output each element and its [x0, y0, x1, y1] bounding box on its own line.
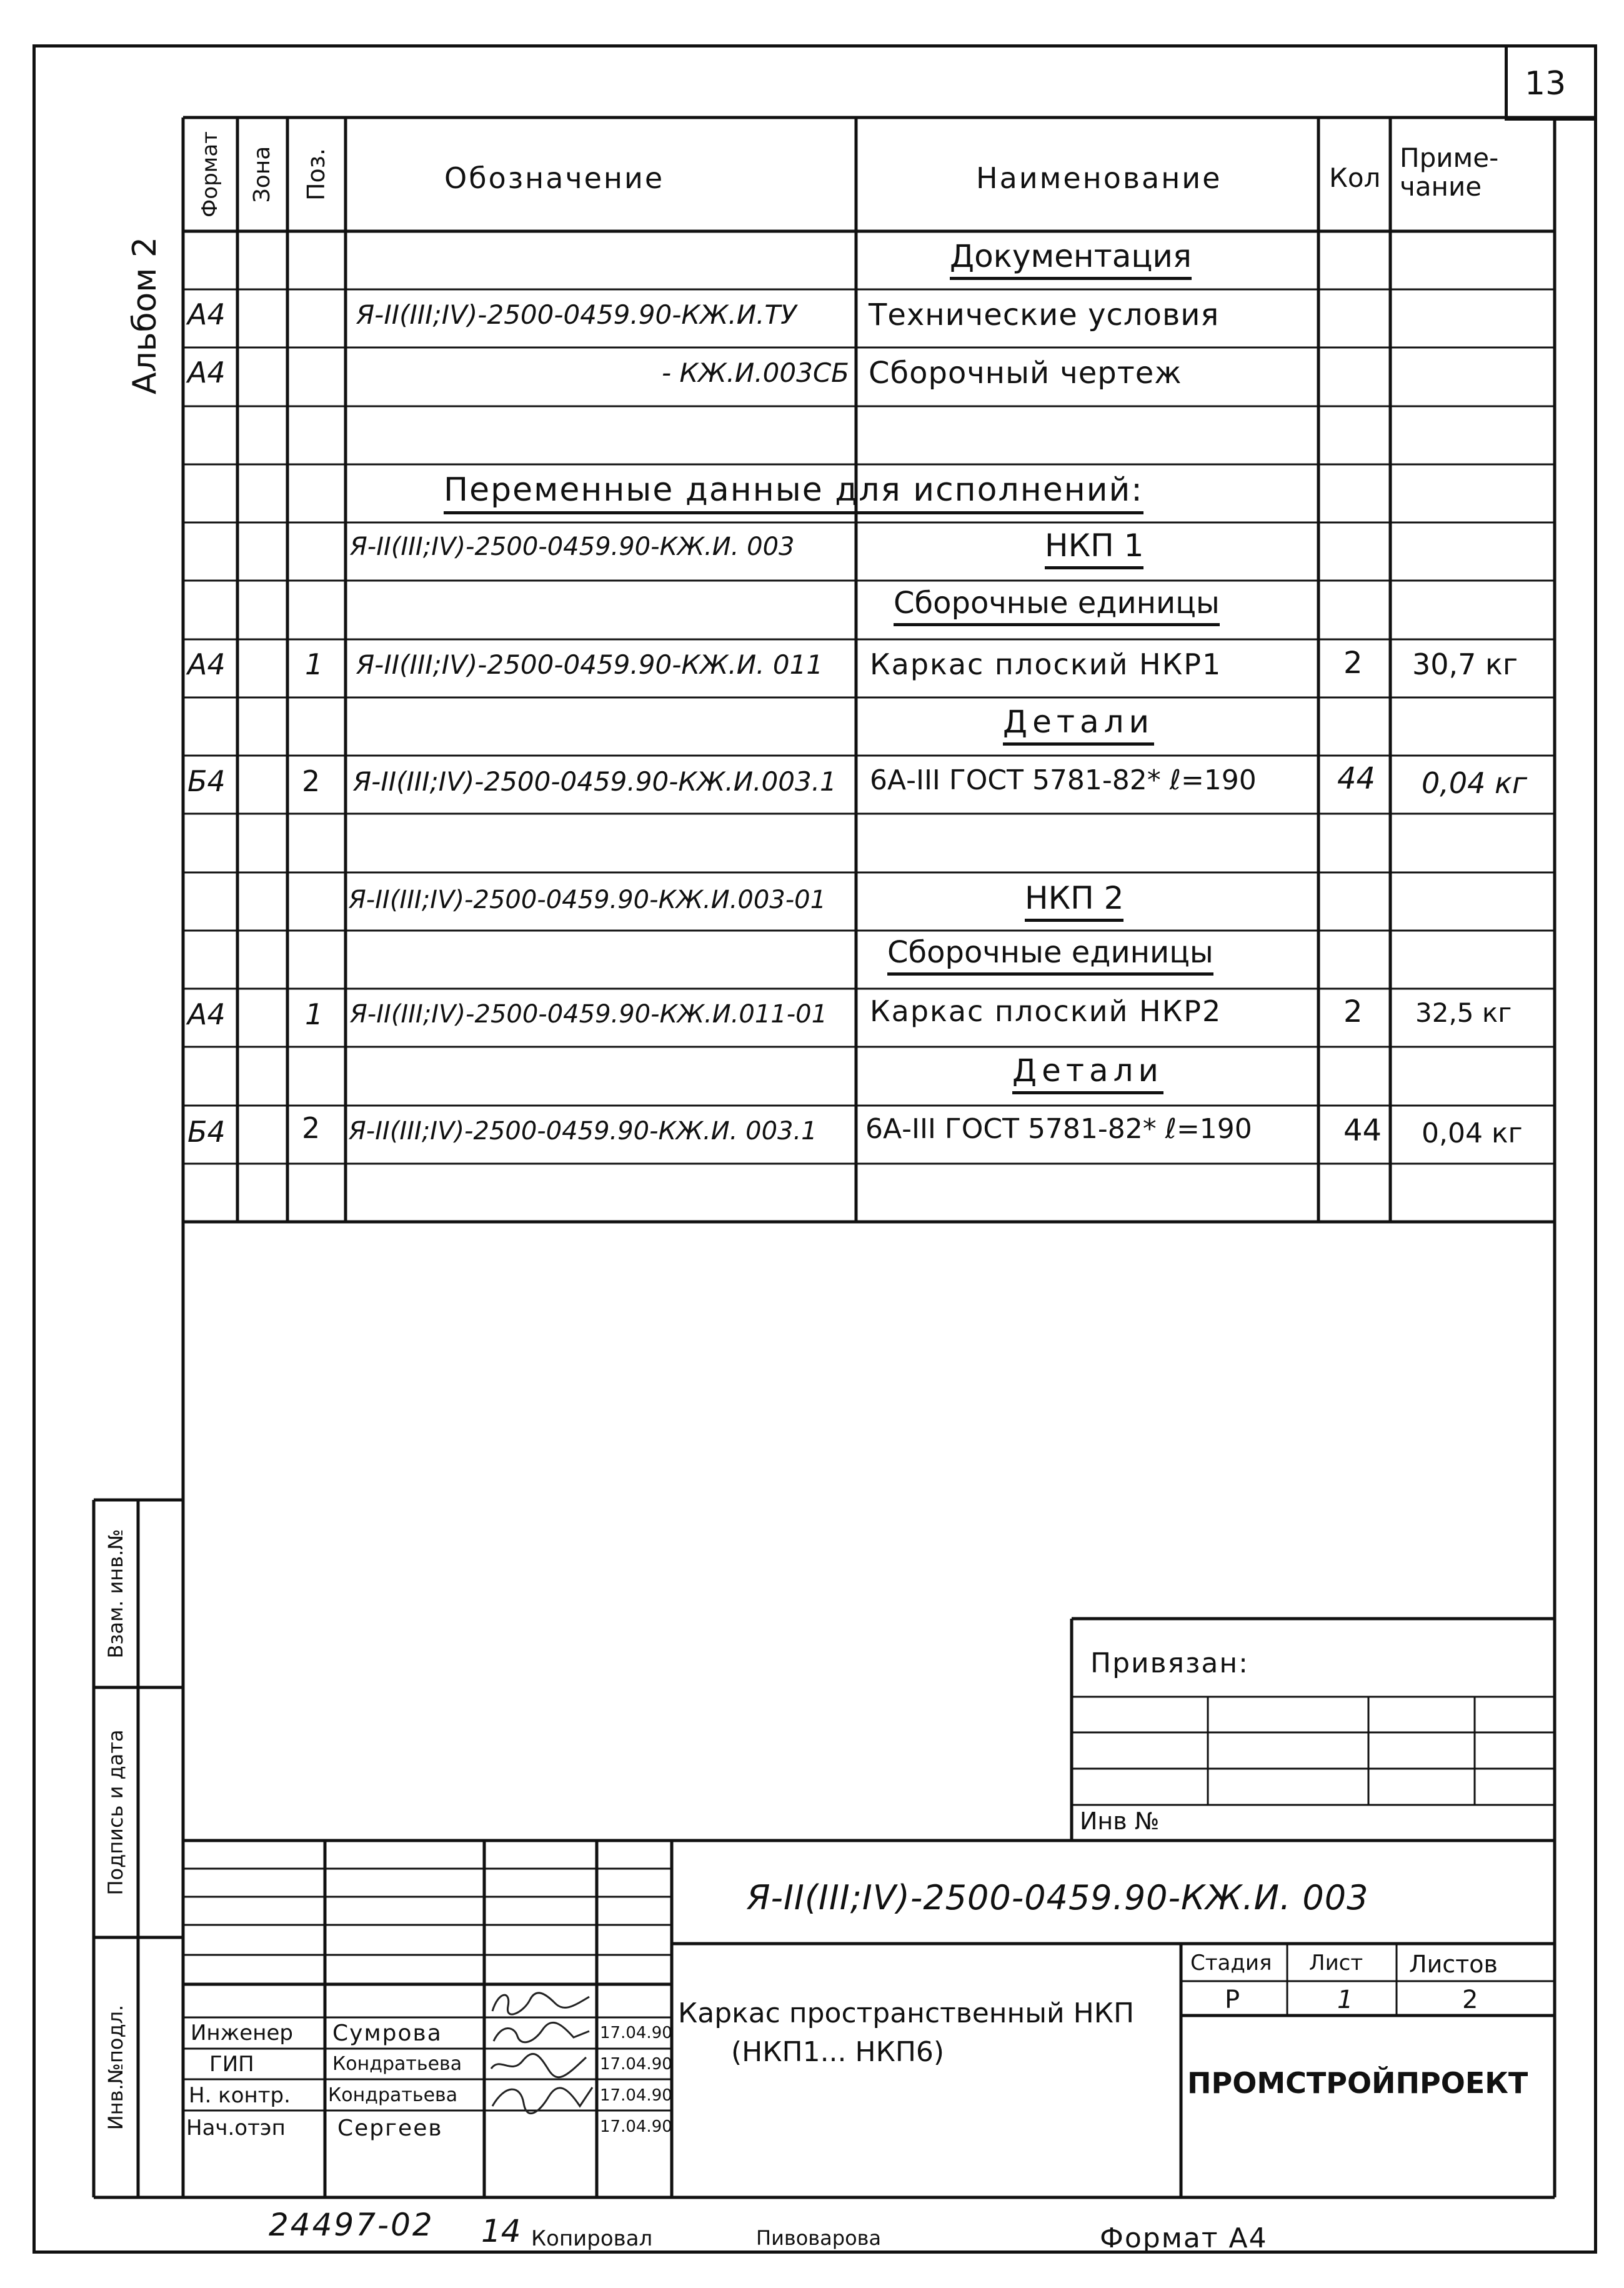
row-designation: Я-II(III;IV)-2500-0459.90-КЖ.И.003.1: [353, 766, 837, 797]
header-pos: Поз.: [302, 147, 330, 201]
row-designation: Я-II(III;IV)-2500-0459.90-КЖ.И.003-01: [349, 886, 827, 914]
staff-date: 17.04.90: [600, 2086, 672, 2105]
row-name: Сборочный чертеж: [869, 356, 1182, 391]
row-qty: 2: [1343, 994, 1363, 1029]
row-note: 0,04 кг: [1422, 1117, 1523, 1149]
header-note: Приме- чание: [1400, 142, 1499, 202]
row-designation: - КЖ.И.003СБ: [662, 357, 849, 388]
row-name-text: Детали: [1012, 1052, 1163, 1094]
row-format: Б4: [187, 1115, 226, 1149]
row-name: Каркас плоский НКР1: [870, 647, 1222, 681]
header-qty: Кол: [1329, 162, 1381, 193]
row-name-text: Сборочные единицы: [887, 935, 1213, 976]
variable-data-heading-text: Переменные данные для исполнений:: [444, 471, 1143, 514]
staff-role: Нач.отэп: [186, 2116, 286, 2141]
staff-date: 17.04.90: [600, 2055, 672, 2074]
row-designation: Я-II(III;IV)-2500-0459.90-КЖ.И. 003: [350, 532, 795, 561]
format-label: Формат А4: [1100, 2222, 1268, 2254]
product-name-line1: Каркас пространственный НКП: [678, 1997, 1135, 2029]
section-underline: Документация: [950, 238, 1192, 280]
staff-name: Сумрова: [332, 2021, 442, 2046]
sheet-label: Лист: [1309, 1951, 1363, 1976]
row-note: 32,5 кг: [1415, 997, 1512, 1028]
row-name-section: [950, 238, 1192, 274]
row-pos: 1: [305, 997, 324, 1031]
margin-sign-date: Подпись и дата: [104, 1729, 127, 1896]
margin-inv-podl: Инв.№подл.: [104, 2004, 127, 2131]
staff-date: 17.04.90: [600, 2117, 672, 2136]
staff-role: Инженер: [191, 2021, 293, 2046]
row-name-section: [1025, 882, 1123, 914]
row-designation: Я-II(III;IV)-2500-0459.90-КЖ.И. 003.1: [349, 1117, 817, 1146]
row-name-text: НКП 1: [1045, 527, 1143, 569]
row-qty: 2: [1343, 646, 1363, 681]
row-format: А4: [187, 647, 226, 681]
copied-by: Пивоварова: [756, 2226, 882, 2250]
row-qty: 44: [1343, 1113, 1382, 1148]
row-name: Технические условия: [869, 297, 1220, 332]
row-name-section: [1012, 1052, 1164, 1089]
sheets-label: Листов: [1409, 1951, 1498, 1978]
signature-kondrateva-2: [486, 2050, 595, 2080]
header-name: Наименование: [976, 161, 1222, 195]
organization: ПРОМСТРОЙПРОЕКТ: [1187, 2066, 1528, 2100]
margin-vzam-inv: Взам. инв.№: [104, 1529, 127, 1659]
stage-value: Р: [1225, 1986, 1240, 2014]
sheet-value: 1: [1337, 1986, 1353, 2014]
product-name-line2: (НКП1... НКП6): [731, 2036, 945, 2068]
row-name: 6А-III ГОСТ 5781-82* ℓ=190: [865, 1113, 1252, 1145]
row-designation: Я-II(III;IV)-2500-0459.90-КЖ.И. 011: [356, 649, 824, 680]
row-format: А4: [187, 997, 226, 1031]
signature-sumrova: [486, 1987, 595, 2017]
binding-label: Привязан:: [1090, 1647, 1249, 1679]
staff-name: Кондратьева: [328, 2084, 458, 2106]
staff-role: ГИП: [209, 2052, 254, 2077]
row-note: 0,04 кг: [1422, 766, 1527, 800]
page-number: 13: [1525, 65, 1567, 102]
staff-name: Кондратьева: [332, 2053, 462, 2075]
row-format: А4: [187, 356, 226, 389]
footer-page: 14: [481, 2213, 521, 2249]
sheets-value: 2: [1462, 1986, 1478, 2014]
row-name-text: НКП 2: [1025, 880, 1123, 922]
staff-name: Сергеев: [337, 2116, 443, 2141]
header-designation: Обозначение: [444, 161, 665, 195]
binding-inv-no: Инв №: [1080, 1807, 1160, 1835]
row-pos: 2: [302, 764, 321, 798]
row-pos: 2: [302, 1111, 321, 1145]
row-name-section: [1045, 527, 1144, 564]
archive-number: 24497-02: [269, 2207, 434, 2243]
copied-label: Копировал: [531, 2226, 653, 2251]
row-name-text: Сборочные единицы: [894, 586, 1220, 626]
signature-kondrateva-1: [486, 2019, 595, 2049]
row-name-section: [887, 935, 1213, 970]
row-name-section: [1003, 704, 1155, 740]
row-format: А4: [187, 297, 226, 331]
row-name-section: [894, 586, 1220, 621]
row-designation: Я-II(III;IV)-2500-0459.90-КЖ.И.ТУ: [356, 299, 797, 330]
row-designation: Я-II(III;IV)-2500-0459.90-КЖ.И.011-01: [350, 1000, 828, 1029]
row-pos: 1: [305, 647, 324, 681]
row-name-text: Детали: [1003, 704, 1154, 746]
staff-role: Н. контр.: [189, 2083, 291, 2108]
header-zone: Зона: [249, 146, 275, 203]
signature-sergeev: [486, 2081, 595, 2119]
album-label: Альбом 2: [126, 236, 164, 395]
document-code: Я-II(III;IV)-2500-0459.90-КЖ.И. 003: [747, 1878, 1369, 1917]
stage-label: Стадия: [1190, 1951, 1272, 1976]
row-name: 6А-III ГОСТ 5781-82* ℓ=190: [870, 764, 1257, 796]
variable-data-heading: [444, 471, 1143, 509]
row-format: Б4: [187, 764, 226, 798]
row-qty: 44: [1337, 761, 1376, 796]
header-format: Формат: [197, 131, 222, 217]
row-name: Каркас плоский НКР2: [870, 994, 1222, 1028]
staff-date: 17.04.90: [600, 2024, 672, 2042]
row-note: 30,7 кг: [1412, 647, 1518, 681]
